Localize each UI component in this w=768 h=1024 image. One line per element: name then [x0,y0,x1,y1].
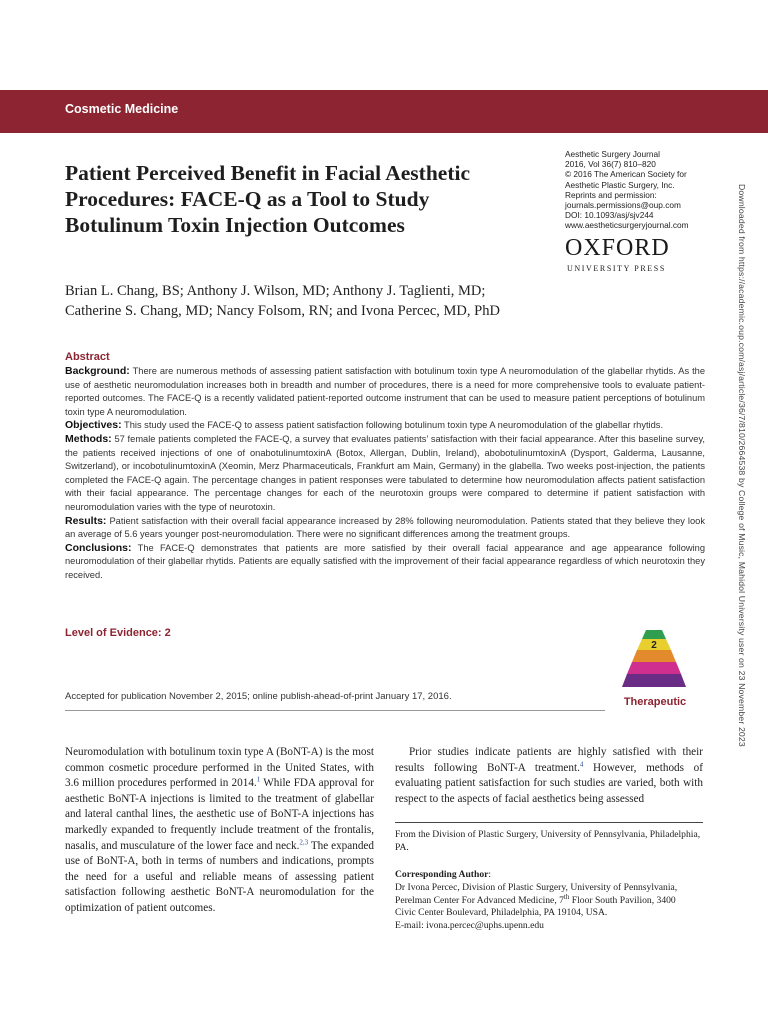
address-text: Perelman Center For Advanced Medicine, 7 [395,894,564,906]
download-watermark [735,184,749,844]
address-text: Floor South Pavilion, 3400 [569,894,676,906]
background-text: There are numerous methods of assessing patient satisfaction with botulinum toxin type A neuromodulation of the glabellar rhytids. As the use of aesthetic neuromodulation increases both in breadth and number of procedures, there is a need for more comprehensive tools to evaluate patient-reported outcomes. The FACE-Q is a recently validated patient-reported outcome instrument that can be used to measure patient perceptions of botulinum toxin type A neuromodulation. [65,366,705,417]
corresponding-line: Dr Ivona Percec, Division of Plastic Surgery, University of Pennsylvania, [395,881,678,893]
pyramid-tier-1 [642,630,666,639]
title-line: Patient Perceived Benefit in Facial Aesthetic [65,161,471,185]
abstract-methods [65,433,705,515]
corresponding-email[interactable]: E-mail: ivona.percec@uphs.upenn.edu [395,920,544,932]
body-text: However, methods of evaluating patient satisfaction for such studies are varied, both with respect to the aspects of facial aesthetics being assessed [395,761,703,805]
citation-link[interactable]: 2,3 [299,837,309,846]
section-banner [0,90,768,133]
abstract-conclusions [65,542,705,583]
body-text: While FDA approval for aesthetic BoNT-A injections is limited to the treatment of glabellar and lateral canthal lines, the aesthetic use of BoNT-A injections has markedly expanded to frequently include treatment of the frontalis, nasalis, and musculature of the lower face and neck. [65,777,374,852]
corresponding-heading: Corresponding Author [395,869,489,880]
corresponding-colon: : [488,869,492,880]
affiliation-note: From the Division of Plastic Surgery, University of Pennsylvania, Philadelphia, PA. [395,829,701,853]
copyright-line: © 2016 The American Society for [565,169,687,180]
body-text: Prior studies indicate patients are highly satisfied with their results following BoNT-A treatment. [395,746,703,774]
journal-metadata [565,149,735,231]
conclusions-label: Conclusions: [65,541,132,554]
journal-name: Aesthetic Surgery Journal [565,149,661,159]
author-list [65,281,585,321]
journal-website[interactable]: www.aestheticsurgeryjournal.com [565,220,689,231]
corresponding-author [395,869,703,933]
objectives-text: This study used the FACE-Q to assess patient satisfaction following botulinum toxin type A neuromodulation of the glabellar rhytids. [124,420,664,431]
conclusions-text: The FACE-Q demonstrates that patients are more satisfied by their overall facial appearance and age appearance following neuromodulation of their glabellar rhytids. Patients are equally satisfied with the improvement of their facial appearance regardless of which neurotoxin they received. [65,542,705,580]
citation-link[interactable]: 1 [256,775,261,784]
article-title [65,160,535,238]
footnote-rule [395,822,703,823]
citation-link[interactable]: 4 [579,759,584,768]
methods-text: 57 female patients completed the FACE-Q, a survey that evaluates patients’ satisfaction with their facial appearance. After this baseline survey, the patients received injections of one of onabotulinumtoxinA (Botox, Allergan, Dublin, Ireland), abobotulinumtoxinA (Dysport, Galderma, Lausanne, Switzerland), or incobotulinumtoxinA (Xeomin, Merz Pharmaceuticals, Frankfurt am Main, Germany) in the glabella. Two weeks post-injection, the patients completed the FACE-Q again. The percentage changes in patient responses were tabulated to determine how neuromodulation affects patient satisfaction with their facial appearance. The percentage changes for each of the neurotoxin groups were compared to determine if patient satisfaction with neuromodulation varies with the type of neurotoxin. [65,433,705,512]
abstract-heading: Abstract [65,351,110,363]
evidence-category: Therapeutic [623,696,687,708]
accepted-date: Accepted for publication November 2, 2015; online publish-ahead-of-print January 17, 2016. [65,691,452,702]
pyramid-tier-3 [632,650,676,662]
abstract-results [65,515,705,542]
abstract-objectives [65,419,705,433]
section-divider [65,710,605,711]
publisher-logo: OXFORD [565,235,670,261]
body-column-left [65,745,374,917]
pyramid-tier-4 [627,662,681,674]
publisher-logo-subtitle: UNIVERSITY PRESS [567,264,666,273]
body-column-right [395,745,703,807]
pyramid-tier-5 [622,674,686,687]
author-line: Catherine S. Chang, MD; Nancy Folsom, RN; and Ivona Percec, MD, PhD [65,303,500,319]
abstract [65,350,705,583]
section-label: Cosmetic Medicine [65,102,179,116]
title-line: Procedures: FACE-Q as a Tool to Study [65,187,430,211]
background-label: Background: [65,365,130,377]
pyramid-level-number: 2 [651,640,657,651]
corresponding-line: Civic Center Boulevard, Philadelphia, PA 19104, USA. [395,907,608,919]
corresponding-line [395,892,703,908]
reprints-label: Reprints and permission: [565,189,657,200]
copyright-line: Aesthetic Plastic Surgery, Inc. [565,179,675,190]
level-of-evidence: Level of Evidence: 2 [65,627,171,639]
body-text: The expanded use of BoNT-A, both in terms of numbers and indications, prompts the need for a useful and reliable means of assessing patient satisfaction following aesthetic BoNT-A neuromodulation for the optimization of patient outcomes. [65,839,374,914]
abstract-background [65,365,705,419]
results-label: Results: [65,514,107,527]
journal-volume: 2016, Vol 36(7) 810–820 [565,159,656,170]
author-line: Brian L. Chang, BS; Anthony J. Wilson, MD; Anthony J. Taglienti, MD; [65,283,486,299]
doi[interactable]: DOI: 10.1093/asj/sjv244 [565,210,654,221]
methods-label: Methods: [65,432,112,445]
objectives-label: Objectives: [65,419,122,432]
ordinal-suffix: th [563,892,570,901]
download-note: Downloaded from https://academic.oup.com/asj/article/36/7/810/2664538 by College of Music, Mahidol University user on 23 November 2023 [737,184,747,747]
body-text: Neuromodulation with botulinum toxin type A (BoNT-A) is the most common cosmetic procedure performed in the United States, with 3.6 million procedures performed in 2014. [65,746,374,790]
permissions-email[interactable]: journals.permissions@oup.com [565,200,681,211]
results-text: Patient satisfaction with their overall facial appearance increased by 28% following neuromodulation. Patients stated that they believe they look an average of 5.6 years younger post-neuromodulation. There were no significant differences among the treatment groups. [65,515,705,540]
title-line: Botulinum Toxin Injection Outcomes [65,213,405,237]
